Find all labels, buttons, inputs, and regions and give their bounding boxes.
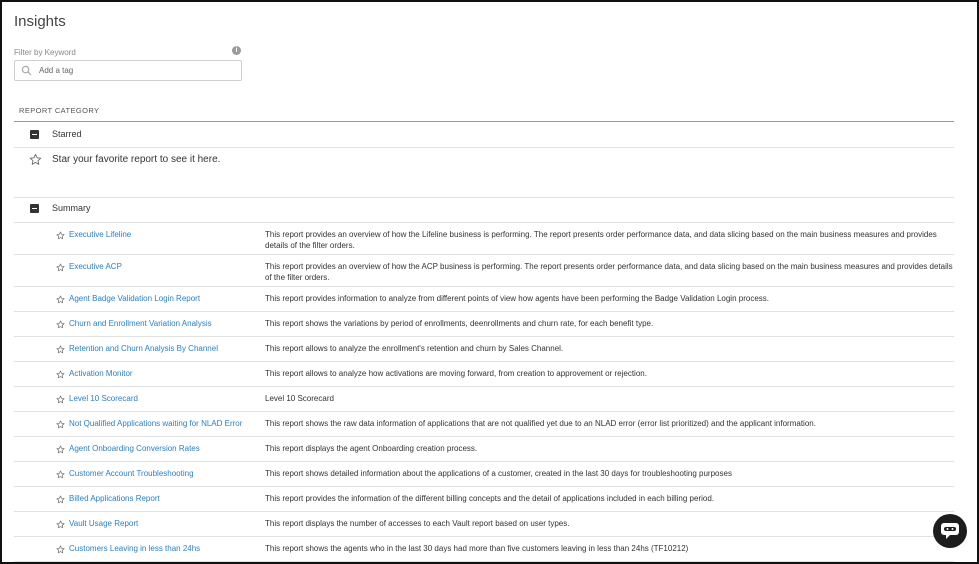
info-icon[interactable]: i	[232, 46, 241, 55]
star-icon[interactable]	[56, 295, 65, 304]
report-category-header: REPORT CATEGORY	[19, 106, 100, 115]
star-icon[interactable]	[56, 231, 65, 240]
report-row	[14, 287, 954, 312]
chat-bot-button[interactable]	[933, 514, 967, 548]
star-icon[interactable]	[56, 345, 65, 354]
report-row	[14, 337, 954, 362]
star-icon[interactable]	[56, 495, 65, 504]
category-divider	[14, 121, 954, 122]
report-link[interactable]: Agent Badge Validation Login Report	[69, 294, 201, 303]
report-link[interactable]: Not Qualified Applications waiting for NLAD Error	[69, 419, 243, 428]
report-row	[14, 462, 954, 487]
page-title: Insights	[14, 13, 66, 30]
report-description: Level 10 Scorecard	[265, 394, 334, 403]
report-link[interactable]: Churn and Enrollment Variation Analysis	[69, 319, 212, 328]
report-row	[14, 512, 954, 537]
report-description: This report shows the agents who in the last 30 days had more than five customers leaving in less than 24hs (TF10212)	[265, 544, 689, 553]
group-label-summary: Summary	[52, 203, 91, 213]
star-icon[interactable]	[56, 395, 65, 404]
report-link[interactable]: Agent Onboarding Conversion Rates	[69, 444, 200, 453]
group-row-summary[interactable]	[14, 198, 954, 223]
report-description: This report allows to analyze the enrollment's retention and churn by Sales Channel.	[265, 344, 564, 353]
collapse-icon[interactable]	[30, 130, 39, 139]
starred-empty-message: Star your favorite report to see it here.	[52, 154, 221, 165]
report-row	[14, 362, 954, 387]
report-link[interactable]: Activation Monitor	[69, 369, 133, 378]
group-row-starred[interactable]	[14, 124, 954, 148]
star-icon[interactable]	[56, 520, 65, 529]
starred-empty-row	[14, 148, 954, 198]
tag-search-input[interactable]	[39, 63, 234, 77]
report-link[interactable]: Level 10 Scorecard	[69, 394, 138, 403]
report-description: This report provides the information of the different billing concepts and the detail of applications included in each billing period.	[265, 494, 715, 503]
report-description: This report allows to analyze how activations are moving forward, from creation to approvement or rejection.	[265, 369, 647, 378]
report-row	[14, 437, 954, 462]
report-link[interactable]: Executive Lifeline	[69, 230, 132, 239]
report-description: This report displays the number of accesses to each Vault report based on user types.	[265, 519, 570, 528]
report-description: This report displays the agent Onboarding creation process.	[265, 444, 478, 453]
report-row	[14, 255, 954, 287]
collapse-icon[interactable]	[30, 204, 39, 213]
report-description: This report provides information to analyze from different points of view how agents have been performing the Badge Validation Login process.	[265, 294, 769, 303]
star-icon[interactable]	[56, 263, 65, 272]
star-icon[interactable]	[56, 420, 65, 429]
report-link[interactable]: Retention and Churn Analysis By Channel	[69, 344, 218, 353]
report-description: This report provides an overview of how the Lifeline business is performing. The report presents order performance data, and data slicing based on the main business measures and provides details of the filter orders.	[265, 230, 937, 250]
star-icon[interactable]	[56, 545, 65, 554]
report-link[interactable]: Customer Account Troubleshooting	[69, 469, 194, 478]
report-row	[14, 387, 954, 412]
report-link[interactable]: Customers Leaving in less than 24hs	[69, 544, 201, 553]
report-row	[14, 487, 954, 512]
star-icon[interactable]	[56, 445, 65, 454]
report-description: This report shows the raw data information of applications that are not qualified yet due to an NLAD error (error list prioritized) and the applicant information.	[265, 419, 816, 428]
chat-bot-icon	[940, 522, 960, 540]
filter-label: Filter by Keyword	[14, 48, 76, 57]
report-row	[14, 412, 954, 437]
report-link[interactable]: Executive ACP	[69, 262, 122, 271]
search-icon	[21, 65, 32, 76]
report-description: This report shows the variations by period of enrollments, deenrollments and churn rate, for each benefit type.	[265, 319, 654, 328]
report-description: This report provides an overview of how the ACP business is performing. The report presents order performance data, and data slicing based on the main business measures and provides details of the filter orders.	[265, 262, 953, 282]
report-description: This report shows detailed information about the applications of a customer, created in the last 30 days for troubleshooting purposes	[265, 469, 732, 478]
tag-search-box[interactable]	[14, 60, 242, 81]
report-row	[14, 537, 954, 562]
report-row	[14, 312, 954, 337]
star-icon[interactable]	[56, 320, 65, 329]
report-link[interactable]: Billed Applications Report	[69, 494, 160, 503]
report-row	[14, 223, 954, 255]
star-icon[interactable]	[56, 470, 65, 479]
star-icon	[29, 153, 42, 166]
report-link[interactable]: Vault Usage Report	[69, 519, 139, 528]
group-label-starred: Starred	[52, 129, 82, 139]
star-icon[interactable]	[56, 370, 65, 379]
